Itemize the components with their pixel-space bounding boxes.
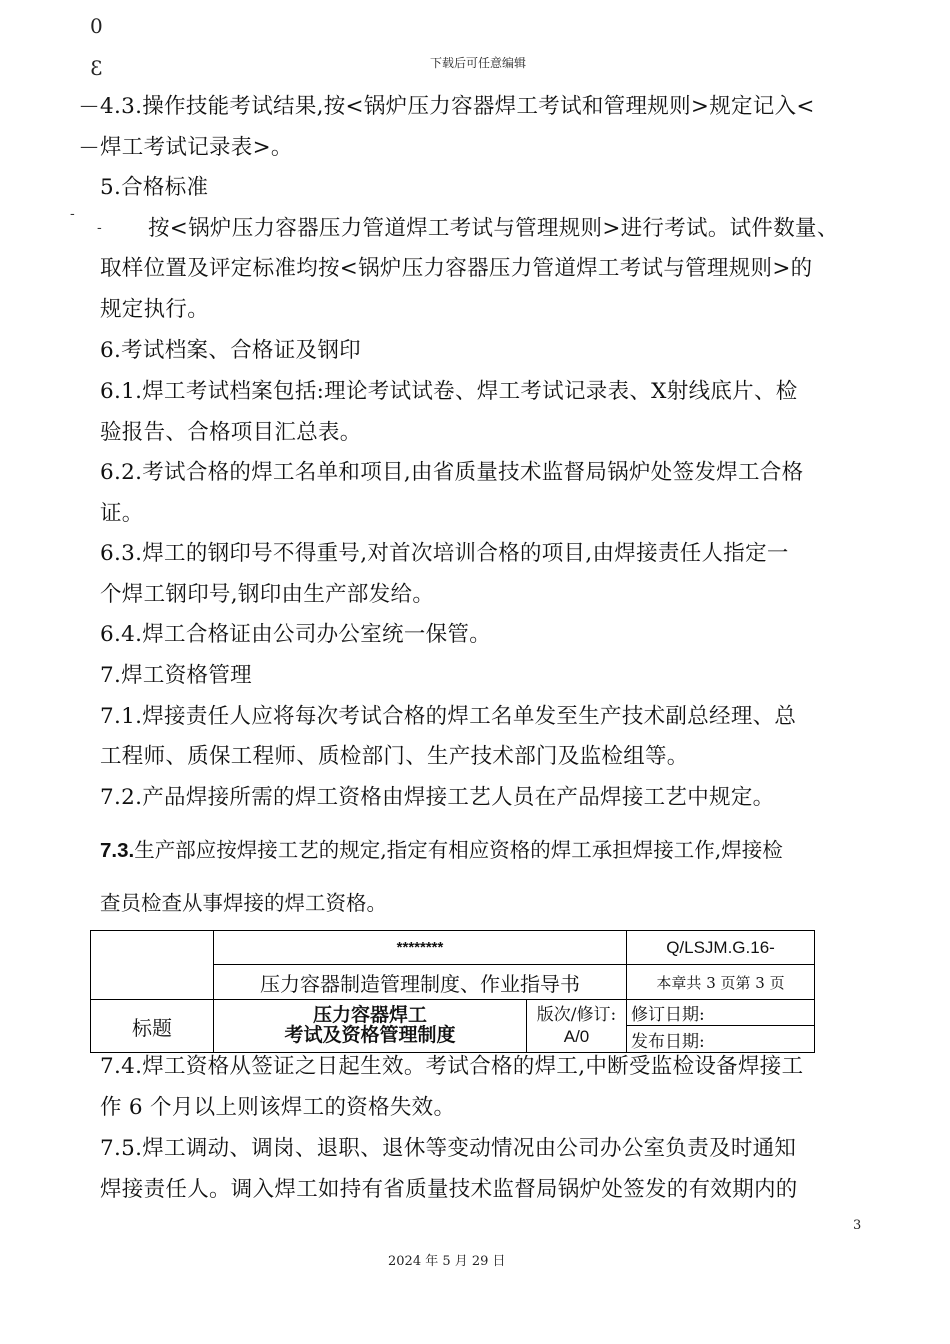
- text-line: 规定执行。: [100, 297, 210, 322]
- text-line: 6.4.焊工合格证由公司办公室统一保管。: [100, 622, 492, 647]
- section-title: [214, 1000, 527, 1053]
- title-label: 标题: [91, 1000, 214, 1053]
- version-label: 版次/修订:: [536, 1004, 617, 1025]
- document-header-table: [90, 930, 814, 1052]
- text-line: 4.3.操作技能考试结果,按<锅炉压力容器焊工考试和管理规则>规定记入<: [100, 94, 815, 119]
- document-code: Q/LSJM.G.16-: [627, 931, 815, 965]
- text-line-7-3: [100, 840, 783, 862]
- blank-cell: [91, 931, 214, 1000]
- text-line: 6.3.焊工的钢印号不得重号,对首次培训合格的项目,由焊接责任人指定一: [100, 541, 789, 566]
- text-line: 个焊工钢印号,钢印由生产部发给。: [100, 582, 435, 607]
- footer-date: 2024 年 5 月 29 日: [388, 1254, 506, 1269]
- text-line: 作 6 个月以上则该焊工的资格失效。: [100, 1095, 456, 1120]
- text-line: 取样位置及评定标准均按<锅炉压力容器压力管道焊工考试与管理规则>的: [100, 256, 813, 281]
- margin-dash: —: [80, 136, 98, 157]
- text-line: 验报告、合格项目汇总表。: [100, 420, 362, 445]
- margin-dash: —: [80, 95, 98, 116]
- text-line: 焊接责任人。调入焊工如持有省质量技术监督局锅炉处签发的有效期内的: [100, 1177, 798, 1202]
- text-line: 证。: [100, 501, 144, 526]
- section-heading: 6.考试档案、合格证及钢印: [100, 338, 361, 363]
- text-line: 工程师、质保工程师、质检部门、生产技术部门及监检组等。: [100, 744, 689, 769]
- margin-dash: -: [97, 220, 102, 236]
- text-line: 7.2.产品焊接所需的焊工资格由焊接工艺人员在产品焊接工艺中规定。: [100, 785, 775, 810]
- text-line: 7.1.焊接责任人应将每次考试合格的焊工名单发至生产技术副总经理、总: [100, 704, 797, 729]
- stars-cell: ********: [214, 931, 627, 965]
- revise-date: 修订日期:: [627, 1000, 815, 1026]
- text-line: 6.1.焊工考试档案包括:理论考试试卷、焊工考试记录表、X射线底片、检: [100, 379, 798, 404]
- publish-date: 发布日期:: [627, 1026, 815, 1053]
- text-line: 查员检查从事焊接的焊工资格。: [100, 891, 387, 915]
- section-title-line-2: 考试及资格管理制度: [284, 1025, 456, 1046]
- page-mark-top: 0: [90, 14, 103, 38]
- page-mark-second: 3: [90, 56, 103, 80]
- page-number: 3: [853, 1218, 862, 1233]
- clause-number: 7.3.: [100, 839, 135, 862]
- section-heading: 5.合格标准: [100, 175, 209, 200]
- section-heading: 7.焊工资格管理: [100, 663, 252, 688]
- header-note: 下载后可任意编辑: [430, 56, 527, 70]
- document-title: 压力容器制造管理制度、作业指导书: [214, 965, 627, 1000]
- version-cell: [527, 1000, 627, 1053]
- text-line: 焊工考试记录表>。: [100, 135, 293, 160]
- page-count: 本章共 3 页第 3 页: [627, 965, 815, 1000]
- section-title-line-1: 压力容器焊工: [312, 1005, 427, 1027]
- text-line: 7.5.焊工调动、调岗、退职、退休等变动情况由公司办公室负责及时通知: [100, 1136, 797, 1161]
- text-line: 按<锅炉压力容器压力管道焊工考试与管理规则>进行考试。试件数量、: [148, 216, 839, 241]
- margin-dash: -: [70, 206, 75, 222]
- version-value: A/0: [563, 1027, 590, 1046]
- text-line: 7.4.焊工资格从签证之日起生效。考试合格的焊工,中断受监检设备焊接工: [100, 1054, 804, 1079]
- text-line: 6.2.考试合格的焊工名单和项目,由省质量技术监督局锅炉处签发焊工合格: [100, 460, 804, 485]
- clause-text: 生产部应按焊接工艺的规定,指定有相应资格的焊工承担焊接工作,焊接检: [134, 838, 783, 862]
